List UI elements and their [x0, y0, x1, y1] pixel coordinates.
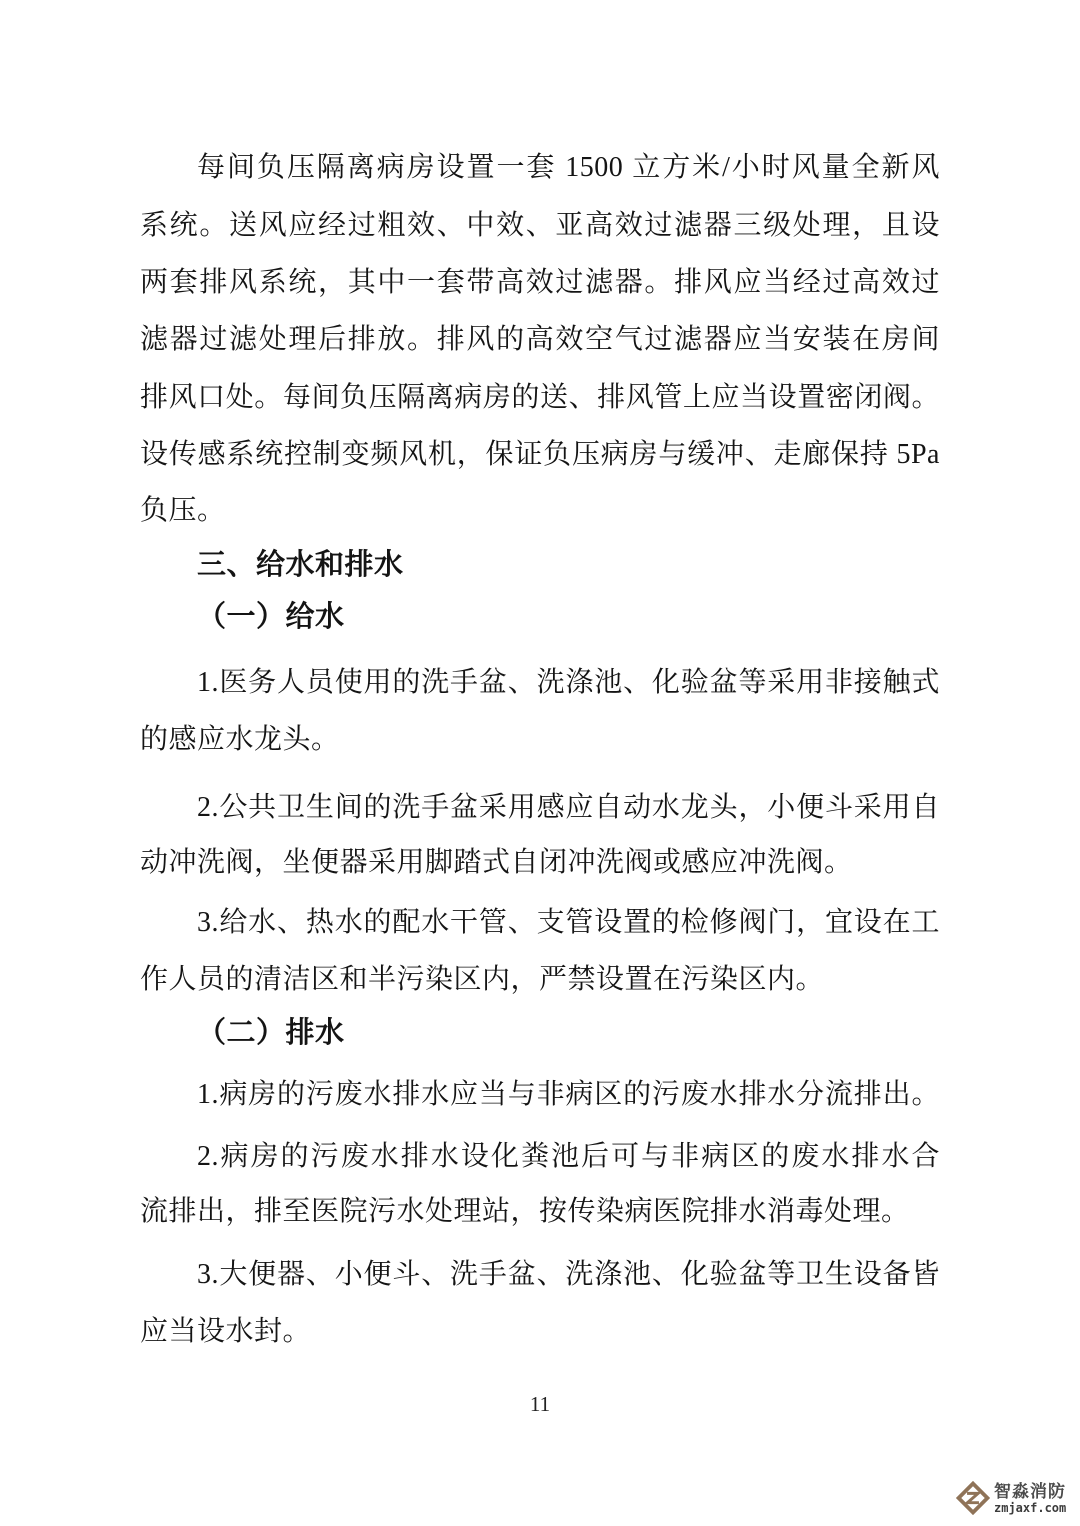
text-line: 每间负压隔离病房设置一套 1500 立方米/小时风量全新风: [197, 152, 940, 183]
heading-line: （一）给水: [197, 601, 345, 633]
text-line: 动冲洗阀，坐便器采用脚踏式自闭冲洗阀或感应冲洗阀。: [140, 847, 853, 878]
text-line: 3.给水、热水的配水干管、支管设置的检修阀门，宜设在工: [197, 907, 940, 938]
heading-line: 三、给水和排水: [197, 549, 404, 581]
watermark-domain: zmjaxf.com: [994, 1500, 1067, 1515]
text-line: 2.病房的污废水排水设化粪池后可与非病区的废水排水合: [197, 1141, 940, 1172]
text-line: 滤器过滤处理后排放。排风的高效空气过滤器应当安装在房间: [140, 324, 940, 355]
page-number: 11: [529, 1392, 551, 1416]
zhimiao-logo-icon: [956, 1481, 990, 1515]
text-line: 两套排风系统，其中一套带高效过滤器。排风应当经过高效过: [140, 267, 940, 298]
watermark-text: [994, 1483, 1066, 1514]
text-line: 2.公共卫生间的洗手盆采用感应自动水龙头，小便斗采用自: [197, 792, 940, 823]
text-line: 应当设水封。: [140, 1316, 312, 1347]
text-line: 排风口处。每间负压隔离病房的送、排风管上应当设置密闭阀。: [140, 382, 940, 413]
watermark: [956, 1481, 1066, 1515]
watermark-brand: 智淼消防: [994, 1481, 1066, 1501]
text-line: 3.大便器、小便斗、洗手盆、洗涤池、化验盆等卫生设备皆: [197, 1259, 940, 1290]
text-line: 系统。送风应经过粗效、中效、亚高效过滤器三级处理，且设: [140, 210, 940, 241]
heading-line: （二）排水: [197, 1017, 345, 1049]
text-line: 设传感系统控制变频风机，保证负压病房与缓冲、走廊保持 5Pa: [140, 439, 940, 470]
text-line: 1.医务人员使用的洗手盆、洗涤池、化验盆等采用非接触式: [197, 667, 940, 698]
text-line: 负压。: [140, 495, 226, 526]
text-line: 1.病房的污废水排水应当与非病区的污废水排水分流排出。: [197, 1079, 940, 1110]
text-line: 流排出，排至医院污水处理站，按传染病医院排水消毒处理。: [140, 1196, 910, 1227]
text-line: 的感应水龙头。: [140, 724, 340, 755]
text-line: 作人员的清洁区和半污染区内，严禁设置在污染区内。: [140, 964, 825, 995]
